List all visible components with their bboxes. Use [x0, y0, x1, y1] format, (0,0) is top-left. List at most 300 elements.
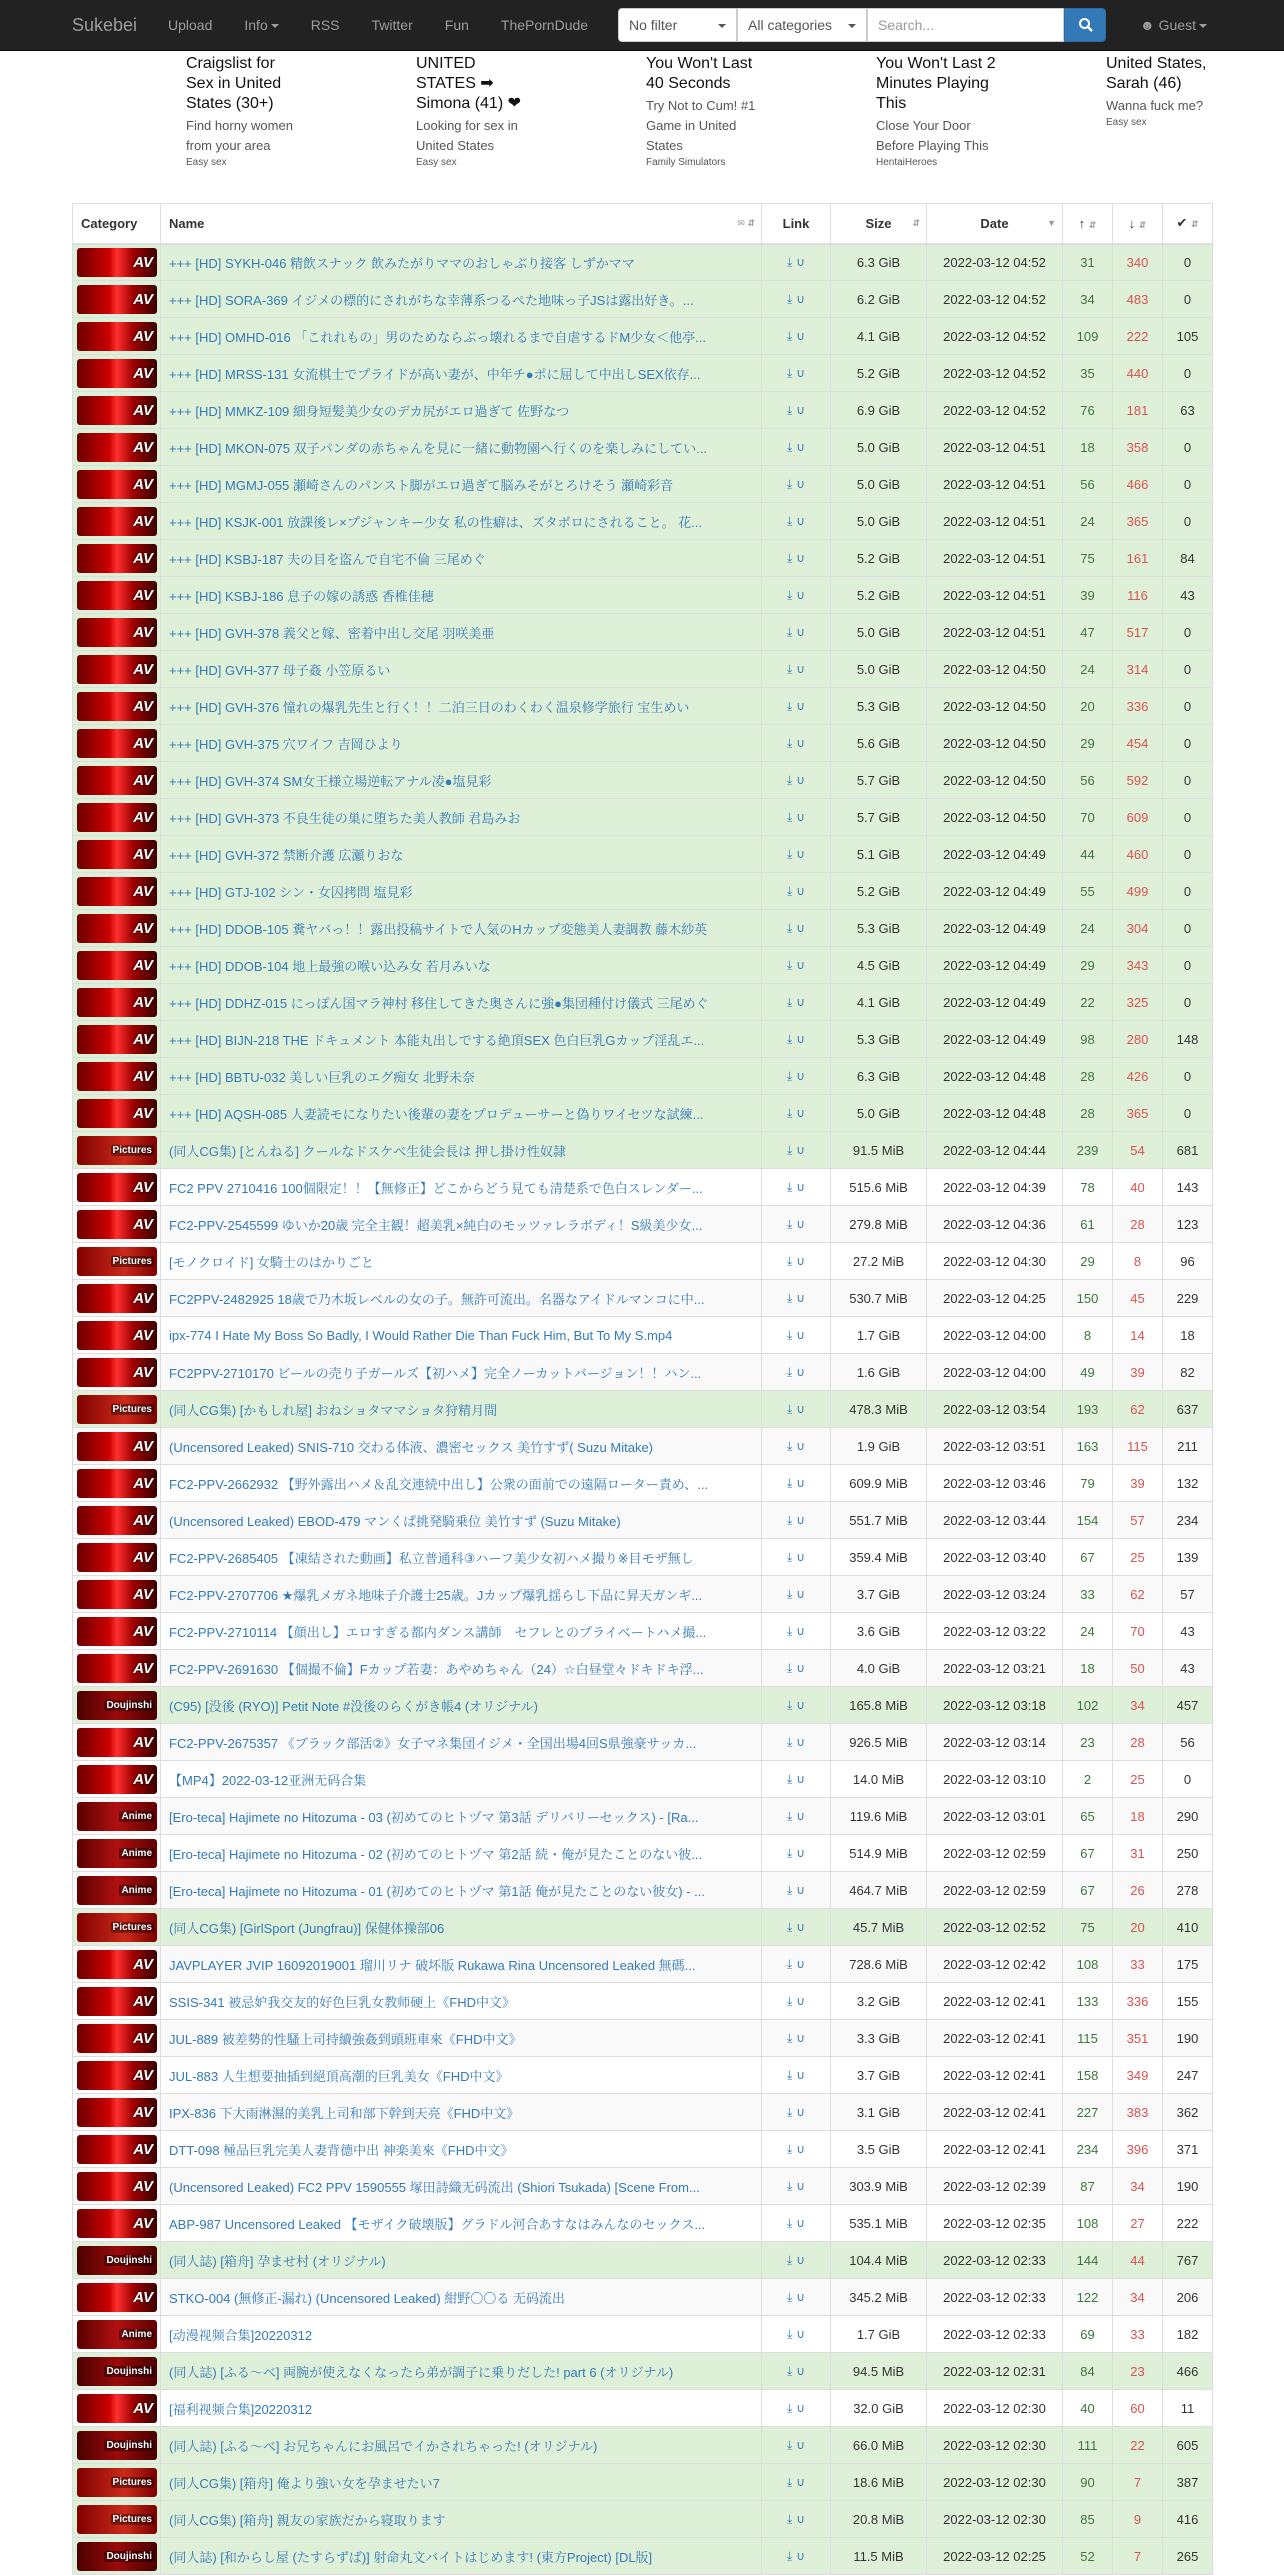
magnet-icon[interactable]: ∪ [796, 735, 806, 750]
magnet-icon[interactable]: ∪ [796, 1216, 806, 1231]
torrent-link[interactable]: [Ero-teca] Hajimete no Hitozuma - 03 (初めてのヒトヅマ 第3話 デリバリーセックス) - [Ra... [169, 1809, 699, 1825]
category-cell[interactable] [73, 392, 161, 429]
category-badge[interactable] [77, 1839, 157, 1868]
download-icon[interactable]: ⤓ [786, 846, 793, 861]
download-icon[interactable]: ⤓ [786, 661, 793, 676]
download-icon[interactable]: ⤓ [786, 1956, 793, 1971]
category-badge[interactable] [77, 1987, 157, 2016]
nav-twitter[interactable]: Twitter [371, 17, 413, 33]
category-cell[interactable] [73, 984, 161, 1021]
magnet-icon[interactable]: ∪ [796, 698, 806, 713]
download-icon[interactable]: ⤓ [786, 1660, 793, 1675]
magnet-icon[interactable]: ∪ [796, 2400, 806, 2415]
category-cell[interactable] [73, 910, 161, 947]
brand-logo[interactable]: Sukebei [72, 15, 138, 35]
category-badge[interactable] [77, 729, 157, 758]
category-badge[interactable] [77, 2468, 157, 2497]
torrent-link[interactable]: +++ [HD] KSJK-001 放課後レ×プジャンキー少女 私の性癖は、ズタボロにされること。 花... [169, 514, 703, 530]
category-cell[interactable] [73, 1391, 161, 1428]
category-badge[interactable] [77, 1913, 157, 1942]
category-cell[interactable] [73, 1761, 161, 1798]
category-badge[interactable] [77, 840, 157, 869]
download-icon[interactable]: ⤓ [786, 1586, 793, 1601]
magnet-icon[interactable]: ∪ [796, 920, 806, 935]
magnet-icon[interactable]: ∪ [796, 2474, 806, 2489]
magnet-icon[interactable]: ∪ [796, 2178, 806, 2193]
category-badge[interactable] [77, 2024, 157, 2053]
download-icon[interactable]: ⤓ [786, 1142, 793, 1157]
category-cell[interactable] [73, 2020, 161, 2057]
category-cell[interactable] [73, 1983, 161, 2020]
torrent-link[interactable]: +++ [HD] GVH-374 SM女王様立場逆転アナル凌●塩見彩 [169, 773, 492, 789]
magnet-icon[interactable]: ∪ [796, 1771, 806, 1786]
category-cell[interactable] [73, 1206, 161, 1243]
category-badge[interactable] [77, 1025, 157, 1054]
download-icon[interactable]: ⤓ [786, 1549, 793, 1564]
category-badge[interactable] [77, 1173, 157, 1202]
magnet-icon[interactable]: ∪ [796, 1142, 806, 1157]
torrent-link[interactable]: (同人誌) [ふる〜べ] お兄ちゃんにお風呂でイかされちゃった! (オリジナル) [169, 2438, 598, 2454]
magnet-icon[interactable]: ∪ [796, 1697, 806, 1712]
torrent-link[interactable]: ipx-774 I Hate My Boss So Badly, I Would Rather Die Than Fuck Him, But To My S.mp4 [169, 1327, 673, 1343]
torrent-link[interactable]: +++ [HD] OMHD-016 「これれもの」男のためならぶっ壊れるまで自虐するドM少女＜他亭... [169, 329, 707, 345]
magnet-icon[interactable]: ∪ [796, 1808, 806, 1823]
category-cell[interactable] [73, 1317, 161, 1354]
category-cell[interactable] [73, 1095, 161, 1132]
torrent-link[interactable]: +++ [HD] GVH-373 不良生徒の巣に堕ちた美人教師 君島みお [169, 810, 521, 826]
category-cell[interactable] [73, 1354, 161, 1391]
category-cell[interactable] [73, 1872, 161, 1909]
torrent-link[interactable]: (同人誌) [ふる〜べ] 両腕が使えなくなったら弟が調子に乗りだした! part 6 (オリジナル) [169, 2364, 674, 2380]
download-icon[interactable]: ⤓ [786, 1364, 793, 1379]
download-icon[interactable]: ⤓ [786, 1290, 793, 1305]
torrent-link[interactable]: FC2-PPV-2710114 【顔出し】エロすぎる都内ダンス講師 セフレとのプライベートハメ撮... [169, 1624, 707, 1640]
magnet-icon[interactable]: ∪ [796, 1882, 806, 1897]
category-badge[interactable] [77, 1654, 157, 1683]
category-cell[interactable] [73, 688, 161, 725]
magnet-icon[interactable]: ∪ [796, 2141, 806, 2156]
category-badge[interactable] [77, 1395, 157, 1424]
torrent-link[interactable]: SSIS-341 被忌妒我交友的好色巨乳女教师硬上《FHD中文》 [169, 1994, 515, 2010]
category-cell[interactable] [73, 2205, 161, 2242]
torrent-link[interactable]: (同人CG集) [とんねる] クールなドスケベ生徒会長は 押し掛け性奴隷 [169, 1143, 566, 1159]
download-icon[interactable]: ⤓ [786, 1105, 793, 1120]
torrent-link[interactable]: [モノクロイド] 女騎士のはかりごと [169, 1254, 374, 1270]
category-badge[interactable] [77, 1617, 157, 1646]
magnet-icon[interactable]: ∪ [796, 291, 806, 306]
magnet-icon[interactable]: ∪ [796, 2252, 806, 2267]
download-icon[interactable]: ⤓ [786, 550, 793, 565]
search-button[interactable] [1064, 8, 1106, 42]
category-badge[interactable] [77, 803, 157, 832]
col-seeders[interactable] [1063, 204, 1113, 244]
magnet-icon[interactable]: ∪ [796, 2437, 806, 2452]
magnet-icon[interactable]: ∪ [796, 513, 806, 528]
magnet-icon[interactable]: ∪ [796, 2289, 806, 2304]
category-cell[interactable] [73, 1909, 161, 1946]
download-icon[interactable]: ⤓ [786, 476, 793, 491]
category-cell[interactable] [73, 1798, 161, 1835]
torrent-link[interactable]: +++ [HD] MMKZ-109 細身短髪美少女のデカ尻がエロ過ぎて 佐野なつ [169, 403, 570, 419]
download-icon[interactable]: ⤓ [786, 1919, 793, 1934]
category-cell[interactable] [73, 1280, 161, 1317]
magnet-icon[interactable]: ∪ [796, 661, 806, 676]
search-input[interactable]: Search... [867, 8, 1064, 42]
download-icon[interactable]: ⤓ [786, 2215, 793, 2230]
category-badge[interactable] [77, 2209, 157, 2238]
category-cell[interactable] [73, 2316, 161, 2353]
download-icon[interactable]: ⤓ [786, 2474, 793, 2489]
torrent-link[interactable]: +++ [HD] GTJ-102 シン・女囚拷問 塩見彩 [169, 884, 413, 900]
col-completed[interactable] [1163, 204, 1213, 244]
download-icon[interactable]: ⤓ [786, 1031, 793, 1046]
torrent-link[interactable]: JAVPLAYER JVIP 16092019001 瑠川リナ 破坏版 Rukawa Rina Uncensored Leaked 無碼... [169, 1957, 696, 1973]
category-badge[interactable] [77, 2357, 157, 2386]
torrent-link[interactable]: JUL-883 人生想要抽插到絕頂高潮的巨乳美女《FHD中文》 [169, 2068, 509, 2084]
category-badge[interactable] [77, 433, 157, 462]
category-cell[interactable] [73, 1243, 161, 1280]
comments-sort-icon[interactable]: ✉ ⇵ [737, 218, 755, 228]
download-icon[interactable]: ⤓ [786, 1623, 793, 1638]
magnet-icon[interactable]: ∪ [796, 1253, 806, 1268]
magnet-icon[interactable]: ∪ [796, 587, 806, 602]
nav-upload[interactable]: Upload [168, 17, 213, 33]
category-badge[interactable] [77, 2246, 157, 2275]
download-icon[interactable]: ⤓ [786, 2141, 793, 2156]
category-badge[interactable] [77, 1802, 157, 1831]
ad-item[interactable] [186, 54, 306, 169]
magnet-icon[interactable]: ∪ [796, 402, 806, 417]
category-cell[interactable] [73, 614, 161, 651]
magnet-icon[interactable]: ∪ [796, 1327, 806, 1342]
download-icon[interactable]: ⤓ [786, 2400, 793, 2415]
download-icon[interactable]: ⤓ [786, 1068, 793, 1083]
category-badge[interactable] [77, 655, 157, 684]
download-icon[interactable]: ⤓ [786, 513, 793, 528]
torrent-link[interactable]: DTT-098 極品巨乳完美人妻背德中出 神楽美來《FHD中文》 [169, 2142, 514, 2158]
ad-item[interactable] [876, 54, 996, 169]
category-badge[interactable] [77, 2061, 157, 2090]
category-cell[interactable] [73, 2131, 161, 2168]
download-icon[interactable]: ⤓ [786, 2030, 793, 2045]
download-icon[interactable]: ⤓ [786, 254, 793, 269]
category-cell[interactable] [73, 1465, 161, 1502]
download-icon[interactable]: ⤓ [786, 1179, 793, 1194]
download-icon[interactable]: ⤓ [786, 1327, 793, 1342]
magnet-icon[interactable]: ∪ [796, 328, 806, 343]
category-cell[interactable] [73, 355, 161, 392]
download-icon[interactable]: ⤓ [786, 2511, 793, 2526]
category-badge[interactable] [77, 1358, 157, 1387]
download-icon[interactable]: ⤓ [786, 2363, 793, 2378]
magnet-icon[interactable]: ∪ [796, 2548, 806, 2563]
category-cell[interactable] [73, 1724, 161, 1761]
magnet-icon[interactable]: ∪ [796, 1031, 806, 1046]
category-badge[interactable] [77, 1580, 157, 1609]
download-icon[interactable]: ⤓ [786, 920, 793, 935]
category-badge[interactable] [77, 1099, 157, 1128]
category-badge[interactable] [77, 1210, 157, 1239]
category-cell[interactable] [73, 1169, 161, 1206]
category-badge[interactable] [77, 507, 157, 536]
download-icon[interactable]: ⤓ [786, 1882, 793, 1897]
category-badge[interactable] [77, 618, 157, 647]
category-cell[interactable] [73, 1021, 161, 1058]
download-icon[interactable]: ⤓ [786, 1697, 793, 1712]
magnet-icon[interactable]: ∪ [796, 1623, 806, 1638]
category-badge[interactable] [77, 1728, 157, 1757]
category-badge[interactable] [77, 1876, 157, 1905]
torrent-link[interactable]: +++ [HD] KSBJ-187 夫の目を盗んで自宅不倫 三尾めぐ [169, 551, 486, 567]
col-category[interactable]: Category [73, 204, 161, 244]
torrent-link[interactable]: +++ [HD] GVH-375 穴ワイフ 吉岡ひより [169, 736, 403, 752]
ad-item[interactable] [416, 54, 536, 169]
download-icon[interactable]: ⤓ [786, 2437, 793, 2452]
category-cell[interactable] [73, 2242, 161, 2279]
torrent-link[interactable]: +++ [HD] BBTU-032 美しい巨乳のエグ痴女 北野未奈 [169, 1069, 475, 1085]
torrent-link[interactable]: +++ [HD] AQSH-085 人妻読モになりたい後輩の妻をプロデューサーと偽りワイセツな試練... [169, 1106, 704, 1122]
category-badge[interactable] [77, 2542, 157, 2571]
category-cell[interactable] [73, 2094, 161, 2131]
category-badge[interactable] [77, 285, 157, 314]
magnet-icon[interactable]: ∪ [796, 2363, 806, 2378]
magnet-icon[interactable]: ∪ [796, 2326, 806, 2341]
download-icon[interactable]: ⤓ [786, 1512, 793, 1527]
torrent-link[interactable]: FC2-PPV-2691630 【個撮不倫】Fカップ若妻：あやめちゃん（24）☆白昼堂々ドキドキ浮... [169, 1661, 704, 1677]
user-menu[interactable] [1140, 17, 1207, 33]
category-cell[interactable] [73, 1835, 161, 1872]
category-cell[interactable] [73, 2057, 161, 2094]
torrent-link[interactable]: JUL-889 被差勢的性騷上司持續強姦到頭班車來《FHD中文》 [169, 2031, 522, 2047]
torrent-link[interactable]: 【MP4】2022-03-12亚洲无码合集 [169, 1772, 367, 1788]
download-icon[interactable]: ⤓ [786, 1734, 793, 1749]
nav-fun[interactable]: Fun [444, 17, 469, 33]
category-badge[interactable] [77, 2320, 157, 2349]
download-icon[interactable]: ⤓ [786, 994, 793, 1009]
category-cell[interactable] [73, 2427, 161, 2464]
category-cell[interactable] [73, 2501, 161, 2538]
ad-item[interactable] [1106, 54, 1214, 129]
download-icon[interactable]: ⤓ [786, 735, 793, 750]
category-cell[interactable] [73, 2168, 161, 2205]
col-date[interactable] [927, 204, 1063, 244]
col-leechers[interactable] [1113, 204, 1163, 244]
torrent-link[interactable]: FC2-PPV-2707706 ★爆乳メガネ地味子介護士25歳。Jカップ爆乳揺らし下品に昇天ガンギ... [169, 1587, 703, 1603]
category-badge[interactable] [77, 1691, 157, 1720]
category-badge[interactable] [77, 2135, 157, 2164]
col-name[interactable] [161, 204, 762, 244]
category-select[interactable] [737, 8, 867, 42]
magnet-icon[interactable]: ∪ [796, 254, 806, 269]
category-cell[interactable] [73, 651, 161, 688]
nav-rss[interactable]: RSS [310, 17, 340, 33]
magnet-icon[interactable]: ∪ [796, 624, 806, 639]
download-icon[interactable]: ⤓ [786, 1845, 793, 1860]
torrent-link[interactable]: (同人誌) [和からし屋 (たすらずば)] 射命丸文バイトはじめます! (東方Project) [DL版] [169, 2549, 653, 2565]
category-badge[interactable] [77, 877, 157, 906]
magnet-icon[interactable]: ∪ [796, 476, 806, 491]
magnet-icon[interactable]: ∪ [796, 1105, 806, 1120]
torrent-link[interactable]: IPX-836 下大雨淋濕的美乳上司和部下幹到天亮《FHD中文》 [169, 2105, 520, 2121]
download-icon[interactable]: ⤓ [786, 1216, 793, 1231]
category-cell[interactable] [73, 1502, 161, 1539]
torrent-link[interactable]: (同人CG集) [GirlSport (Jungfrau)] 保健体操部06 [169, 1920, 445, 1936]
download-icon[interactable]: ⤓ [786, 1808, 793, 1823]
category-cell[interactable] [73, 1539, 161, 1576]
category-badge[interactable] [77, 581, 157, 610]
download-icon[interactable]: ⤓ [786, 2178, 793, 2193]
ad-item[interactable] [646, 54, 766, 169]
magnet-icon[interactable]: ∪ [796, 1993, 806, 2008]
torrent-link[interactable]: +++ [HD] GVH-377 母子姦 小笠原るい [169, 662, 391, 678]
download-icon[interactable]: ⤓ [786, 1253, 793, 1268]
category-badge[interactable] [77, 2394, 157, 2423]
magnet-icon[interactable]: ∪ [796, 1475, 806, 1490]
magnet-icon[interactable]: ∪ [796, 772, 806, 787]
category-badge[interactable] [77, 322, 157, 351]
category-badge[interactable] [77, 1469, 157, 1498]
category-cell[interactable] [73, 1428, 161, 1465]
category-cell[interactable] [73, 429, 161, 466]
category-badge[interactable] [77, 2431, 157, 2460]
torrent-link[interactable]: (Uncensored Leaked) FC2 PPV 1590555 塚田詩織无码流出 (Shiori Tsukada) [Scene From... [169, 2179, 700, 2195]
category-badge[interactable] [77, 914, 157, 943]
category-cell[interactable] [73, 762, 161, 799]
category-badge[interactable] [77, 2172, 157, 2201]
torrent-link[interactable]: (同人CG集) [箱舟] 俺より強い女を孕ませたい7 [169, 2475, 440, 2491]
magnet-icon[interactable]: ∪ [796, 1179, 806, 1194]
download-icon[interactable]: ⤓ [786, 957, 793, 972]
magnet-icon[interactable]: ∪ [796, 1364, 806, 1379]
download-icon[interactable]: ⤓ [786, 365, 793, 380]
category-cell[interactable] [73, 1132, 161, 1169]
magnet-icon[interactable]: ∪ [796, 2104, 806, 2119]
magnet-icon[interactable]: ∪ [796, 883, 806, 898]
category-cell[interactable] [73, 1613, 161, 1650]
magnet-icon[interactable]: ∪ [796, 365, 806, 380]
category-cell[interactable] [73, 1946, 161, 1983]
category-badge[interactable] [77, 396, 157, 425]
torrent-link[interactable]: +++ [HD] KSBJ-186 息子の嫁の誘惑 香椎佳穂 [169, 588, 434, 604]
torrent-link[interactable]: FC2-PPV-2685405 【凍結された動画】私立普通科③ハーフ美少女初ハメ撮り※目モザ無し [169, 1550, 694, 1566]
download-icon[interactable]: ⤓ [786, 624, 793, 639]
magnet-icon[interactable]: ∪ [796, 846, 806, 861]
category-cell[interactable] [73, 725, 161, 762]
category-cell[interactable] [73, 1650, 161, 1687]
category-cell[interactable] [73, 503, 161, 540]
torrent-link[interactable]: (同人CG集) [箱舟] 親友の家族だから寝取ります [169, 2512, 446, 2528]
magnet-icon[interactable]: ∪ [796, 1290, 806, 1305]
magnet-icon[interactable]: ∪ [796, 2511, 806, 2526]
torrent-link[interactable]: +++ [HD] MRSS-131 女流棋士でプライドが高い妻が、中年チ●ポに屈して中出しSEX依存... [169, 366, 701, 382]
category-badge[interactable] [77, 1543, 157, 1572]
torrent-link[interactable]: FC2-PPV-2545599 ゆいか20歳 完全主観！超美乳×純白のモッツァレラボディ！S級美少女... [169, 1217, 703, 1233]
category-badge[interactable] [77, 544, 157, 573]
magnet-icon[interactable]: ∪ [796, 1845, 806, 1860]
download-icon[interactable]: ⤓ [786, 1438, 793, 1453]
magnet-icon[interactable]: ∪ [796, 2067, 806, 2082]
category-cell[interactable] [73, 2464, 161, 2501]
filter-select[interactable] [618, 8, 737, 42]
category-cell[interactable] [73, 1687, 161, 1724]
torrent-link[interactable]: (同人CG集) [かもしれ屋] おねショタママショタ狩精月間 [169, 1402, 498, 1418]
category-badge[interactable] [77, 1062, 157, 1091]
category-cell[interactable] [73, 836, 161, 873]
download-icon[interactable]: ⤓ [786, 2289, 793, 2304]
torrent-link[interactable]: (Uncensored Leaked) SNIS-710 交わる体液、濃密セックス 美竹すず( Suzu Mitake) [169, 1439, 654, 1455]
magnet-icon[interactable]: ∪ [796, 1549, 806, 1564]
torrent-link[interactable]: (Uncensored Leaked) EBOD-479 マンくぱ挑発騎乗位 美竹すず (Suzu Mitake) [169, 1513, 621, 1529]
torrent-link[interactable]: +++ [HD] GVH-378 義父と嫁、密着中出し交尾 羽咲美亜 [169, 625, 495, 641]
category-cell[interactable] [73, 1576, 161, 1613]
category-cell[interactable] [73, 281, 161, 318]
category-badge[interactable] [77, 2283, 157, 2312]
torrent-link[interactable]: (C95) [没後 (RYO)] Petit Note #没後のらくがき帳4 (オリジナル) [169, 1698, 538, 1714]
download-icon[interactable]: ⤓ [786, 1993, 793, 2008]
magnet-icon[interactable]: ∪ [796, 1586, 806, 1601]
category-cell[interactable] [73, 799, 161, 836]
torrent-link[interactable]: FC2-PPV-2675357 《ブラック部活②》女子マネ集団イジメ・全国出場4回S県強豪サッカ... [169, 1735, 697, 1751]
download-icon[interactable]: ⤓ [786, 1401, 793, 1416]
category-badge[interactable] [77, 2505, 157, 2534]
category-badge[interactable] [77, 1950, 157, 1979]
nav-theporndude[interactable]: ThePornDude [500, 17, 589, 33]
download-icon[interactable]: ⤓ [786, 2252, 793, 2267]
category-cell[interactable] [73, 1058, 161, 1095]
category-cell[interactable] [73, 466, 161, 503]
torrent-link[interactable]: [Ero-teca] Hajimete no Hitozuma - 02 (初めてのヒトヅマ 第2話 続・俺が見たことのない彼... [169, 1846, 703, 1862]
torrent-link[interactable]: FC2 PPV 2710416 100個限定！！【無修正】どこからどう見ても清楚系で色白スレンダー... [169, 1180, 703, 1196]
torrent-link[interactable]: [动漫视频合集]20220312 [169, 2327, 313, 2343]
category-badge[interactable] [77, 1765, 157, 1794]
category-badge[interactable] [77, 359, 157, 388]
category-cell[interactable] [73, 2390, 161, 2427]
torrent-link[interactable]: (同人誌) [箱舟] 孕ませ村 (オリジナル) [169, 2253, 386, 2269]
download-icon[interactable]: ⤓ [786, 698, 793, 713]
download-icon[interactable]: ⤓ [786, 328, 793, 343]
download-icon[interactable]: ⤓ [786, 1771, 793, 1786]
download-icon[interactable]: ⤓ [786, 587, 793, 602]
torrent-link[interactable]: +++ [HD] SYKH-046 精飲スナック 飲みたがりママのおしゃぶり接客 しずかママ [169, 255, 635, 271]
torrent-link[interactable]: STKO-004 (無修正-漏れ) (Uncensored Leaked) 紺野〇〇る 无码流出 [169, 2290, 565, 2306]
category-cell[interactable] [73, 947, 161, 984]
torrent-link[interactable]: [福利视频合集]20220312 [169, 2401, 313, 2417]
download-icon[interactable]: ⤓ [786, 2104, 793, 2119]
torrent-link[interactable]: [Ero-teca] Hajimete no Hitozuma - 01 (初めてのヒトヅマ 第1話 俺が見たことのない彼女) - ... [169, 1883, 705, 1899]
download-icon[interactable]: ⤓ [786, 2326, 793, 2341]
magnet-icon[interactable]: ∪ [796, 2215, 806, 2230]
torrent-link[interactable]: +++ [HD] MKON-075 双子パンダの赤ちゃんを見に一緒に動物園へ行くのを楽しみにしてい... [169, 440, 707, 456]
category-badge[interactable] [77, 1506, 157, 1535]
category-badge[interactable] [77, 766, 157, 795]
category-badge[interactable] [77, 1136, 157, 1165]
download-icon[interactable]: ⤓ [786, 2067, 793, 2082]
torrent-link[interactable]: +++ [HD] GVH-376 憧れの爆乳先生と行く！！二泊三日のわくわく温泉修学旅行 宝生めい [169, 699, 690, 715]
magnet-icon[interactable]: ∪ [796, 2030, 806, 2045]
torrent-link[interactable]: +++ [HD] DDHZ-015 にっぽん国マラ神村 移住してきた奥さんに強●集団種付け儀式 三尾めぐ [169, 995, 709, 1011]
col-size[interactable] [831, 204, 927, 244]
category-badge[interactable] [77, 470, 157, 499]
magnet-icon[interactable]: ∪ [796, 809, 806, 824]
category-cell[interactable] [73, 244, 161, 281]
download-icon[interactable]: ⤓ [786, 2548, 793, 2563]
download-icon[interactable]: ⤓ [786, 809, 793, 824]
category-badge[interactable] [77, 951, 157, 980]
download-icon[interactable]: ⤓ [786, 402, 793, 417]
category-badge[interactable] [77, 692, 157, 721]
magnet-icon[interactable]: ∪ [796, 1660, 806, 1675]
magnet-icon[interactable]: ∪ [796, 1401, 806, 1416]
